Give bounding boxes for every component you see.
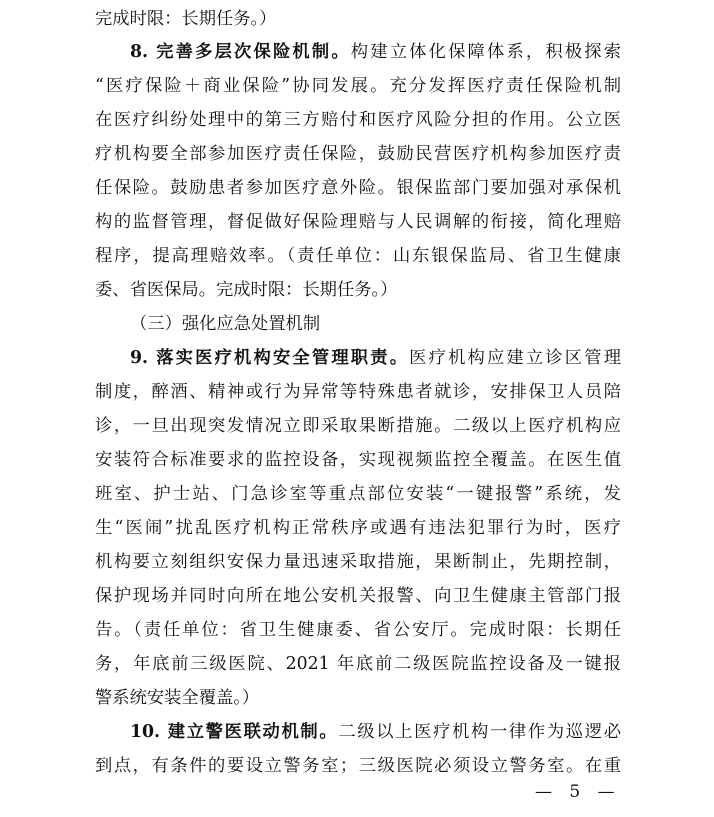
text-line: 务，年底前三级医院、2021 年底前二级医院监控设备及一键报: [95, 654, 621, 674]
text-line: 机构要立刻组织安保力量迅速采取措施，果断制止，先期控制，: [95, 552, 621, 572]
text-line: 二级以上医疗机构一律作为巡逻必: [338, 722, 621, 742]
text-line: 构建立体化保障体系，积极探索: [350, 42, 621, 62]
section-8-heading: 8. 完善多层次保险机制。: [130, 42, 351, 62]
text-line: 构的监督管理，督促做好保险理赔与人民调解的衔接，简化理赔: [95, 212, 621, 232]
text-line: 制度，醉酒、精神或行为异常等特殊患者就诊，安排保卫人员陪: [95, 382, 621, 402]
section-10-heading: 10. 建立警医联动机制。: [130, 722, 339, 742]
paragraph-8-first-line: [130, 42, 621, 62]
text-line: 安装符合标准要求的监控设备，实现视频监控全覆盖。在医生值: [95, 450, 621, 470]
text-line: 任保险。鼓励患者参加医疗意外险。银保监部门要加强对承保机: [95, 178, 621, 198]
text-line: “医疗保险＋商业保险”协同发展。充分发挥医疗责任保险机制: [95, 76, 621, 96]
subsection-heading: （三）强化应急处置机制: [130, 314, 321, 334]
text-line: 疗机构要全部参加医疗责任保险，鼓励民营医疗机构参加医疗责: [95, 144, 621, 164]
section-9-heading: 9. 落实医疗机构安全管理职责。: [130, 348, 410, 368]
text-line: 生“医闹”扰乱医疗机构正常秩序或遇有违法犯罪行为时，医疗: [95, 518, 621, 538]
text-line: 警系统安装全覆盖。）: [95, 688, 260, 708]
text-line: 完成时限：长期任务。）: [95, 9, 277, 29]
page-number: — 5 —: [535, 782, 621, 802]
text-line: 班室、护士站、门急诊室等重点部位安装“一键报警”系统，发: [95, 484, 621, 504]
paragraph-10-first-line: [130, 722, 621, 742]
text-line: 医疗机构应建立诊区管理: [409, 348, 621, 368]
text-line: 在医疗纠纷处理中的第三方赔付和医疗风险分担的作用。公立医: [95, 110, 621, 130]
text-line: 保护现场并同时向所在地公安机关报警、向卫生健康主管部门报: [95, 586, 621, 606]
text-line: 告。（责任单位：省卫生健康委、省公安厅。完成时限：长期任: [95, 620, 621, 640]
text-line: 程序，提高理赔效率。（责任单位：山东银保监局、省卫生健康: [95, 246, 621, 266]
text-line: 诊，一旦出现突发情况立即采取果断措施。二级以上医疗机构应: [95, 416, 621, 436]
text-line: 委、省医保局。完成时限：长期任务。）: [95, 280, 398, 300]
text-line: 到点，有条件的要设立警务室；三级医院必须设立警务室。在重: [95, 756, 621, 776]
paragraph-9-first-line: [130, 348, 621, 368]
